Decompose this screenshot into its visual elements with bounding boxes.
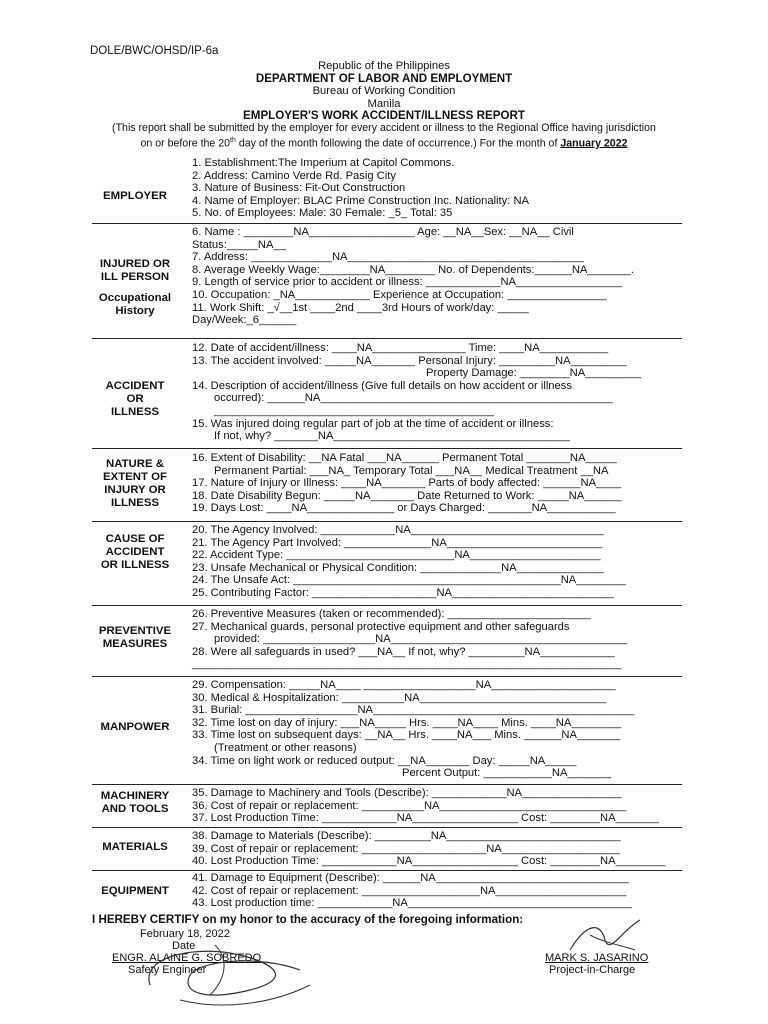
submission-note-1: (This report shall be submitted by the employer for every accident or illness to the Regional Office having jurisdiction — [112, 121, 656, 134]
field-unsafe-act: 24. The Unsafe Act: ___________________________________________NA________ — [192, 574, 627, 587]
field-time-lost-day: 32. Time lost on day of injury: ___NA_____ Hrs. ____NA____ Mins. ____NA________ — [192, 716, 622, 729]
field-preventive-measures: 26. Preventive Measures (taken or recommended): _______________________ — [192, 608, 591, 620]
field-safeguards-used: 28. Were all safeguards in used? ___NA__ If not, why? _________NA____________ — [192, 645, 615, 658]
manpower-label: MANPOWER — [100, 721, 170, 733]
field-mechanical-guards: 27. Mechanical guards, personal protective equipment and other safeguards — [192, 620, 570, 633]
certification-date: February 18, 2022 — [140, 928, 230, 940]
field-nature-of-business: 3. Nature of Business: Fit-Out Construction — [192, 182, 406, 195]
field-accident-involved: 13. The accident involved: _____NA_______ Personal Injury: _________NA_________ — [192, 354, 627, 367]
injured-label: INJURED OR ILL PERSON Occupational History — [98, 258, 172, 317]
field-treatment: (Treatment or other reasons) — [214, 741, 357, 754]
project-in-charge-title: Project-in-Charge — [549, 964, 636, 976]
field-days-lost: 19. Days Lost: ____NA______________ or Days Charged: _______NA___________ — [192, 502, 616, 515]
accident-section — [92, 338, 682, 449]
field-occupation: 10. Occupation: _NA____________ Experience at Occupation: ________________ — [192, 288, 607, 301]
field-name: 6. Name : ________NA_________________ Age: __NA__Sex: __NA__ Civil — [192, 226, 574, 238]
field-equipment-cost: 42. Cost of repair or replacement: ___________________NA_____________________ — [192, 884, 627, 897]
field-light-work: 34. Time on light work or reduced output: __NA_______ Day: _____NA_____ — [192, 754, 577, 767]
report-month: January 2022 — [560, 137, 628, 150]
manpower-fields — [192, 679, 682, 780]
field-agency-part: 21. The Agency Part Involved: ______________NA_________________________ — [192, 536, 603, 549]
equipment-label: EQUIPMENT — [101, 885, 169, 897]
field-date-disability-begun: 18. Date Disability Begun: _____NA_______ Date Returned to Work: _____NA______ — [192, 489, 622, 502]
injured-fields — [192, 226, 682, 327]
engineer-signature-image — [120, 925, 320, 1015]
materials-fields — [192, 830, 682, 868]
field-description-line: _____________________________________________ — [214, 404, 494, 417]
project-in-charge-name: MARK S. JASARINO — [545, 952, 649, 964]
machinery-section — [92, 784, 682, 828]
nature-label: NATURE & EXTENT OF INJURY OR ILLNESS — [103, 458, 167, 509]
bureau-line: Bureau of Working Condition — [312, 85, 456, 98]
field-accident-type: 22. Accident Type: ___________________________NA_____________________ — [192, 549, 601, 562]
cause-fields — [192, 524, 682, 600]
report-title: EMPLOYER'S WORK ACCIDENT/ILLNESS REPORT — [243, 109, 525, 123]
field-permanent-partial: Permanent Partial: ___NA_ Temporary Total ___NA__ Medical Treatment __NA — [214, 464, 609, 477]
certification-statement: I HEREBY CERTIFY on my honor to the accuracy of the foregoing information: — [92, 913, 524, 926]
field-person-address: 7. Address: _____________NA______________________________________ — [192, 251, 584, 264]
field-machinery-cost: 36. Cost of repair or replacement: __________NA______________________________ — [192, 799, 627, 812]
field-compensation: 29. Compensation: _____NA____ __________________NA____________________ — [192, 679, 616, 691]
machinery-fields — [192, 787, 682, 825]
field-machinery-lost-time: 37. Lost Production Time: ____________NA_________________ Cost: ________NA_______ — [192, 812, 660, 825]
field-weekly-wage: 8. Average Weekly Wage:________NA________ No. of Dependents:______NA_______. — [192, 263, 635, 276]
field-nature-of-injury: 17. Nature of Injury or Illness: ____NA_______ Parts of body affected: ______NA____ — [192, 477, 621, 490]
date-label: Date — [172, 940, 196, 952]
republic-line: Republic of the Philippines — [318, 60, 450, 72]
field-address: 2. Address: Camino Verde Rd. Pasig City — [192, 169, 396, 182]
field-machinery-damage: 35. Damage to Machinery and Tools (Describe): ____________NA________________ — [192, 787, 622, 799]
field-no-of-employees: 5. No. of Employees: Male: 30 Female: _5_ Total: 35 — [192, 207, 453, 220]
field-equipment-lost-time: 43. Lost production time: ____________NA____________________________________ — [192, 897, 632, 910]
field-unsafe-condition: 23. Unsafe Mechanical or Physical Condition: _____________NA______________ — [192, 561, 604, 574]
equipment-section — [92, 870, 682, 912]
materials-label: MATERIALS — [102, 841, 168, 853]
machinery-label: MACHINERY AND TOOLS — [100, 790, 170, 815]
nature-section — [92, 448, 682, 522]
field-establishment: 1. Establishment:The Imperium at Capitol Commons. — [192, 157, 455, 169]
manpower-section — [92, 676, 682, 785]
city-line: Manila — [367, 97, 401, 110]
submission-note-2: on or before the 20th day of the month following the date of occurrence.) For the month of January 2022 — [140, 136, 628, 150]
equipment-fields — [192, 872, 682, 910]
field-property-damage: Property Damage: ________NA_________ — [426, 367, 642, 380]
pic-signature-image — [560, 915, 650, 960]
department-line: DEPARTMENT OF LABOR AND EMPLOYMENT — [255, 71, 513, 85]
field-length-of-service: 9. Length of service prior to accident or illness: ____________NA_________________ — [192, 276, 622, 289]
employer-label: EMPLOYER — [103, 190, 167, 202]
accident-fields — [192, 342, 682, 443]
preventive-fields — [192, 608, 682, 671]
field-safeguards-reason: _____________________________________________________________________ — [192, 658, 622, 671]
nature-fields — [192, 452, 682, 515]
field-if-not-why: If not, why? _______NA______________________________________ — [214, 430, 570, 443]
injured-section — [92, 223, 682, 339]
field-materials-damage: 38. Damage to Materials (Describe): _________NA____________________________ — [192, 830, 621, 842]
field-description-occurred: occurred): ______NA_______________________________________________ — [214, 392, 613, 405]
field-percent-output: Percent Output: ___________NA_______ — [402, 767, 612, 780]
field-materials-lost-time: 40. Lost Production Time: ____________NA_________________ Cost: ________NA________ — [192, 855, 666, 868]
field-employer-name: 4. Name of Employer: BLAC Prime Construction Inc. Nationality: NA — [192, 194, 529, 207]
materials-section — [92, 827, 682, 871]
cause-label: CAUSE OF ACCIDENT OR ILLNESS — [100, 533, 170, 571]
preventive-label: PREVENTIVE MEASURES — [98, 625, 172, 650]
safety-engineer-name: ENGR. ALAINE G. SOBREDO — [112, 952, 262, 964]
report-header — [0, 60, 768, 150]
field-civil-status: Status:_____NA__ — [192, 238, 286, 251]
preventive-section — [92, 605, 682, 677]
field-medical: 30. Medical & Hospitalization: __________NA______________________________ — [192, 691, 607, 704]
field-time-lost-subsequent: 33. Time lost on subsequent days: __NA__ Hrs. ____NA___ Mins. ______NA_______ — [192, 729, 621, 742]
employer-fields — [192, 157, 682, 220]
field-work-shift: 11. Work Shift: _√__1st ____2nd ____3rd Hours of work/day: _____ — [192, 301, 529, 314]
field-regular-part: 15. Was injured doing regular part of job at the time of accident or illness: — [192, 417, 554, 430]
field-contributing-factor: 25. Contributing Factor: ____________________NA__________________________ — [192, 586, 614, 599]
field-materials-cost: 39. Cost of repair or replacement: ____________________NA___________________ — [192, 842, 620, 855]
field-description: 14. Description of accident/illness (Give full details on how accident or illness — [192, 379, 572, 392]
field-day-week: Day/Week:_6______ — [192, 314, 297, 327]
field-safeguards-provided: provided: __________________NA______________________________________ — [214, 633, 628, 646]
field-equipment-damage: 41. Damage to Equipment (Describe): ______NA_______________________________ — [192, 872, 629, 884]
field-burial: 31. Burial: __________________NA__________________________________________ — [192, 704, 635, 717]
field-agency-involved: 20. The Agency Involved: ____________NA_______________________________ — [192, 524, 604, 536]
field-date-of-accident: 12. Date of accident/illness: ____NA_______________ Time: ____NA___________ — [192, 342, 609, 354]
form-code: DOLE/BWC/OHSD/IP-6a — [90, 45, 219, 57]
employer-section — [92, 154, 682, 224]
safety-engineer-title: Safety Engineer — [128, 964, 207, 976]
accident-label: ACCIDENT OR ILLNESS — [105, 380, 165, 418]
field-extent-of-disability: 16. Extent of Disability: __NA Fatal ___NA______ Permanent Total _______NA_____ — [192, 452, 617, 464]
cause-section — [92, 521, 682, 606]
